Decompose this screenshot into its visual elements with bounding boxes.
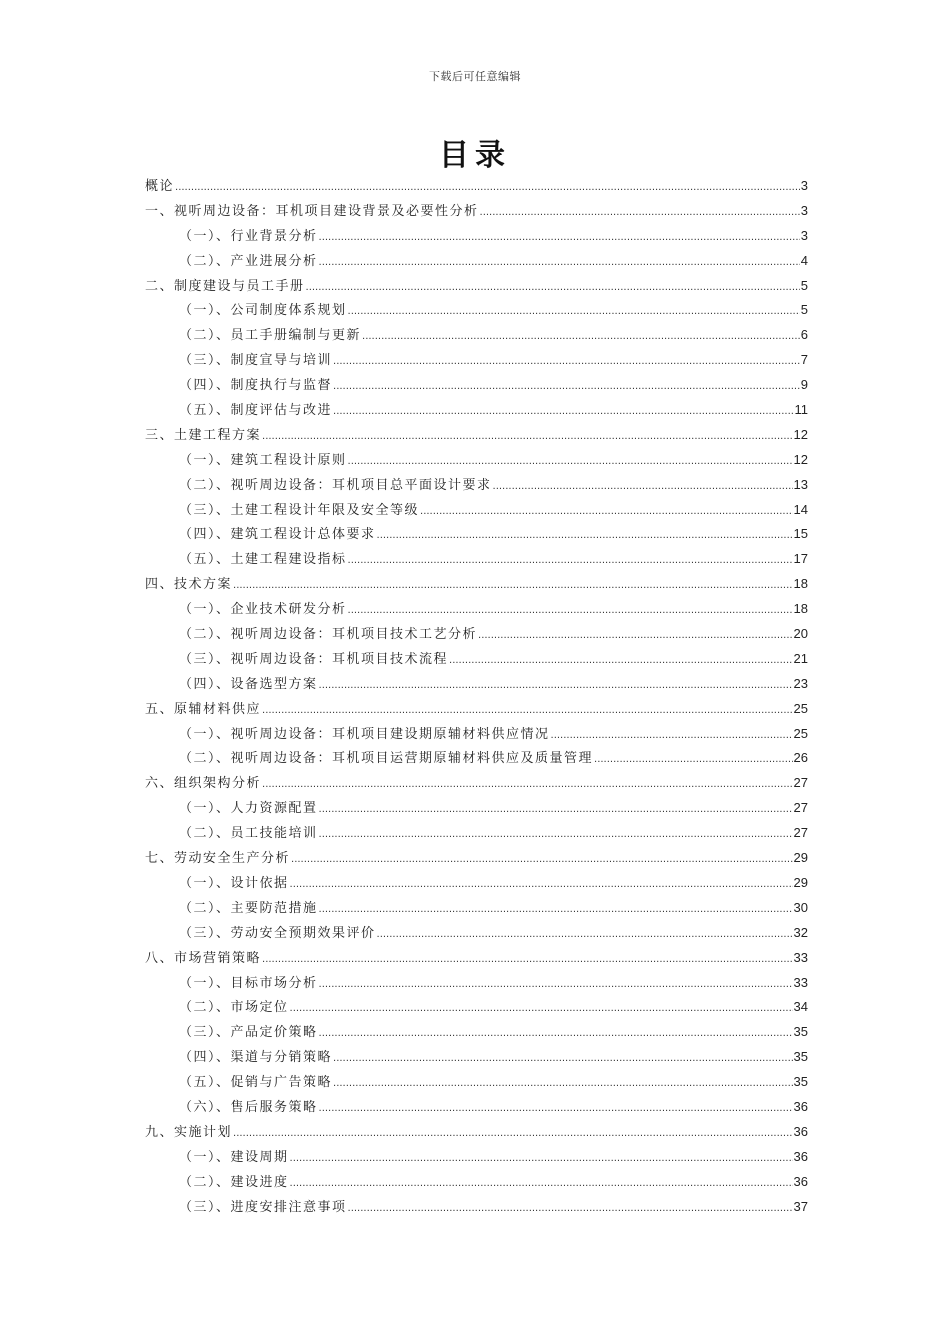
toc-entry-page-number: 32: [793, 924, 808, 940]
toc-entry-label: （三）、劳动安全预期效果评价: [179, 925, 376, 941]
toc-entry-label: （一）、公司制度体系规划: [179, 303, 347, 319]
toc-dot-leader: [480, 201, 800, 226]
toc-entry[interactable]: [145, 647, 808, 672]
toc-entry-page-number: 29: [793, 874, 808, 890]
toc-dot-leader: [262, 699, 793, 724]
toc-dot-leader: [478, 624, 793, 649]
toc-entry-page-number: 18: [793, 576, 808, 592]
toc-entry[interactable]: [145, 846, 808, 871]
toc-entry-page-number: 23: [793, 675, 808, 691]
toc-entry[interactable]: [145, 547, 808, 572]
toc-entry[interactable]: [145, 373, 808, 398]
toc-entry-page-number: 36: [793, 1123, 808, 1139]
toc-entry-label: （二）、市场定位: [179, 1000, 289, 1016]
toc-entry-page-number: 15: [793, 526, 808, 542]
toc-entry[interactable]: [145, 971, 808, 996]
toc-entry[interactable]: [145, 498, 808, 523]
toc-dot-leader: [377, 923, 793, 948]
toc-dot-leader: [319, 1097, 793, 1122]
toc-entry-label: 七、劳动安全生产分析: [145, 851, 291, 867]
toc-entry-label: 一、视听周边设备：耳机项目建设背景及必要性分析: [145, 203, 479, 219]
toc-entry-label: （二）、视听周边设备：耳机项目技术工艺分析: [179, 627, 478, 643]
toc-entry[interactable]: [145, 597, 808, 622]
toc-dot-leader: [319, 973, 793, 998]
toc-entry-page-number: 35: [793, 1049, 808, 1065]
toc-entry-label: （四）、制度执行与监督: [179, 378, 333, 394]
toc-entry-page-number: 14: [793, 501, 808, 517]
toc-dot-leader: [348, 300, 800, 325]
toc-entry-page-number: 13: [793, 476, 808, 492]
toc-entry-label: （二）、产业进展分析: [179, 253, 318, 269]
toc-entry-page-number: 25: [793, 725, 808, 741]
toc-entry[interactable]: [145, 1170, 808, 1195]
toc-dot-leader: [333, 400, 793, 425]
toc-entry-label: 二、制度建设与员工手册: [145, 278, 305, 294]
toc-entry-label: （一）、企业技术研发分析: [179, 602, 347, 618]
toc-entry[interactable]: [145, 224, 808, 249]
toc-dot-leader: [319, 674, 793, 699]
toc-entry-page-number: 18: [793, 601, 808, 617]
toc-entry-page-number: 12: [793, 451, 808, 467]
toc-dot-leader: [290, 1147, 793, 1172]
toc-entry-label: （六）、售后服务策略: [179, 1099, 318, 1115]
toc-entry-page-number: 5: [800, 277, 808, 293]
toc-entry-page-number: 27: [793, 800, 808, 816]
toc-entry-label: （四）、渠道与分销策略: [179, 1050, 333, 1066]
toc-entry-label: （五）、土建工程建设指标: [179, 552, 347, 568]
toc-entry-label: （一）、建设周期: [179, 1149, 289, 1165]
toc-entry[interactable]: [145, 1045, 808, 1070]
toc-entry-page-number: 30: [793, 899, 808, 915]
toc-entry-page-number: 33: [793, 974, 808, 990]
toc-dot-leader: [262, 948, 793, 973]
toc-dot-leader: [175, 176, 800, 201]
header-note: 下载后可任意编辑: [429, 70, 521, 83]
toc-entry[interactable]: [145, 1020, 808, 1045]
toc-entry[interactable]: [145, 1095, 808, 1120]
toc-entry[interactable]: [145, 771, 808, 796]
toc-entry-label: （一）、目标市场分析: [179, 975, 318, 991]
toc-entry-page-number: 3: [800, 178, 808, 193]
toc-dot-leader: [319, 226, 800, 251]
toc-entry[interactable]: [145, 921, 808, 946]
toc-entry-label: （五）、促销与广告策略: [179, 1075, 333, 1091]
toc-dot-leader: [306, 276, 800, 301]
toc-dot-leader: [233, 1122, 793, 1147]
toc-entry[interactable]: [145, 448, 808, 473]
toc-dot-leader: [319, 251, 800, 276]
toc-entry-page-number: 9: [800, 377, 808, 393]
toc-entry-label: （三）、土建工程设计年限及安全等级: [179, 502, 420, 518]
toc-dot-leader: [291, 848, 793, 873]
toc-dot-leader: [449, 649, 793, 674]
toc-dot-leader: [319, 1022, 793, 1047]
toc-entry[interactable]: [145, 398, 808, 423]
toc-entry[interactable]: [145, 249, 808, 274]
toc-entry-page-number: 36: [793, 1098, 808, 1114]
toc-entry-page-number: 3: [800, 227, 808, 243]
toc-entry[interactable]: [145, 522, 808, 547]
toc-entry[interactable]: [145, 622, 808, 647]
toc-entry-page-number: 27: [793, 775, 808, 791]
toc-entry[interactable]: [145, 995, 808, 1020]
toc-dot-leader: [290, 997, 793, 1022]
toc-dot-leader: [594, 748, 793, 773]
toc-entry-label: 六、组织架构分析: [145, 776, 262, 792]
toc-entry[interactable]: [145, 323, 808, 348]
toc-dot-leader: [493, 475, 793, 500]
toc-dot-leader: [348, 549, 793, 574]
toc-entry-label: 四、技术方案: [145, 577, 233, 593]
toc-entry-label: （四）、建筑工程设计总体要求: [179, 527, 376, 543]
toc-dot-leader: [362, 325, 800, 350]
toc-entry[interactable]: [145, 298, 808, 323]
toc-entry-label: （三）、视听周边设备：耳机项目技术流程: [179, 651, 449, 667]
toc-dot-leader: [233, 574, 793, 599]
toc-entry-page-number: 25: [793, 700, 808, 716]
toc-entry-label: （三）、进度安排注意事项: [179, 1199, 347, 1215]
toc-entry[interactable]: [145, 697, 808, 722]
page-title: 目录: [439, 138, 511, 173]
toc-entry-page-number: 29: [793, 850, 808, 866]
toc-entry-label: 三、土建工程方案: [145, 427, 262, 443]
toc-entry-label: （三）、产品定价策略: [179, 1025, 318, 1041]
toc-dot-leader: [348, 599, 793, 624]
toc-dot-leader: [290, 873, 793, 898]
toc-dot-leader: [319, 823, 793, 848]
toc-entry-page-number: 3: [800, 202, 808, 218]
toc-entry-label: （一）、行业背景分析: [179, 228, 318, 244]
toc-entry-label: （二）、建设进度: [179, 1174, 289, 1190]
toc-entry[interactable]: [145, 1195, 808, 1220]
toc-entry[interactable]: [145, 572, 808, 597]
toc-entry-label: （二）、员工技能培训: [179, 826, 318, 842]
toc-entry-label: （一）、人力资源配置: [179, 801, 318, 817]
toc-entry-label: （四）、设备选型方案: [179, 676, 318, 692]
toc-entry-page-number: 27: [793, 825, 808, 841]
toc-entry[interactable]: [145, 722, 808, 747]
toc-entry-page-number: 21: [793, 650, 808, 666]
toc-dot-leader: [319, 798, 793, 823]
toc-dot-leader: [333, 1047, 793, 1072]
toc-entry-page-number: 12: [793, 426, 808, 442]
toc-entry-page-number: 35: [793, 1074, 808, 1090]
toc-entry-label: 五、原辅材料供应: [145, 701, 262, 717]
toc-entry-label: （二）、视听周边设备：耳机项目总平面设计要求: [179, 477, 492, 493]
toc-dot-leader: [377, 524, 793, 549]
toc-entry-page-number: 36: [793, 1148, 808, 1164]
toc-entry-page-number: 36: [793, 1173, 808, 1189]
toc-entry-page-number: 6: [800, 327, 808, 343]
toc-entry-page-number: 26: [793, 750, 808, 766]
toc-dot-leader: [420, 500, 793, 525]
toc-dot-leader: [290, 1172, 793, 1197]
toc-entry[interactable]: [145, 896, 808, 921]
toc-entry-label: （三）、制度宣导与培训: [179, 353, 333, 369]
toc-entry[interactable]: [145, 821, 808, 846]
toc-dot-leader: [262, 425, 793, 450]
toc-dot-leader: [348, 450, 793, 475]
toc-entry-label: （二）、视听周边设备：耳机项目运营期原辅材料供应及质量管理: [179, 751, 594, 767]
toc-entry-page-number: 7: [800, 352, 808, 368]
toc-entry[interactable]: [145, 274, 808, 299]
toc-entry[interactable]: [145, 946, 808, 971]
toc-entry[interactable]: [145, 199, 808, 224]
toc-entry[interactable]: [145, 871, 808, 896]
toc-entry[interactable]: [145, 348, 808, 373]
table-of-contents: [145, 174, 808, 1219]
toc-entry-label: 九、实施计划: [145, 1124, 233, 1140]
toc-entry[interactable]: [145, 473, 808, 498]
toc-entry-page-number: 17: [793, 551, 808, 567]
toc-entry-page-number: 33: [793, 949, 808, 965]
toc-dot-leader: [333, 1072, 793, 1097]
toc-entry[interactable]: [145, 746, 808, 771]
toc-dot-leader: [333, 375, 800, 400]
toc-entry-label: 概论: [145, 179, 175, 194]
toc-dot-leader: [348, 1197, 793, 1222]
toc-entry-label: （二）、员工手册编制与更新: [179, 328, 362, 344]
toc-entry-page-number: 5: [800, 302, 808, 318]
toc-entry-label: （一）、建筑工程设计原则: [179, 452, 347, 468]
toc-entry-label: （一）、视听周边设备：耳机项目建设期原辅材料供应情况: [179, 726, 550, 742]
toc-entry[interactable]: [145, 672, 808, 697]
toc-entry[interactable]: [145, 796, 808, 821]
toc-entry-label: （一）、设计依据: [179, 875, 289, 891]
toc-entry-page-number: 20: [793, 626, 808, 642]
toc-entry[interactable]: [145, 423, 808, 448]
toc-entry-label: 八、市场营销策略: [145, 950, 262, 966]
toc-entry[interactable]: [145, 1145, 808, 1170]
toc-entry[interactable]: [145, 1120, 808, 1145]
toc-dot-leader: [333, 350, 800, 375]
toc-dot-leader: [551, 724, 793, 749]
toc-entry-label: （五）、制度评估与改进: [179, 403, 333, 419]
toc-entry-page-number: 4: [800, 252, 808, 268]
toc-entry[interactable]: [145, 1070, 808, 1095]
toc-entry-page-number: 11: [794, 402, 808, 418]
toc-dot-leader: [319, 898, 793, 923]
toc-dot-leader: [262, 773, 793, 798]
toc-entry[interactable]: [145, 174, 808, 199]
toc-entry-label: （二）、主要防范措施: [179, 900, 318, 916]
toc-entry-page-number: 34: [793, 999, 808, 1015]
toc-entry-page-number: 35: [793, 1024, 808, 1040]
toc-entry-page-number: 37: [793, 1198, 808, 1214]
